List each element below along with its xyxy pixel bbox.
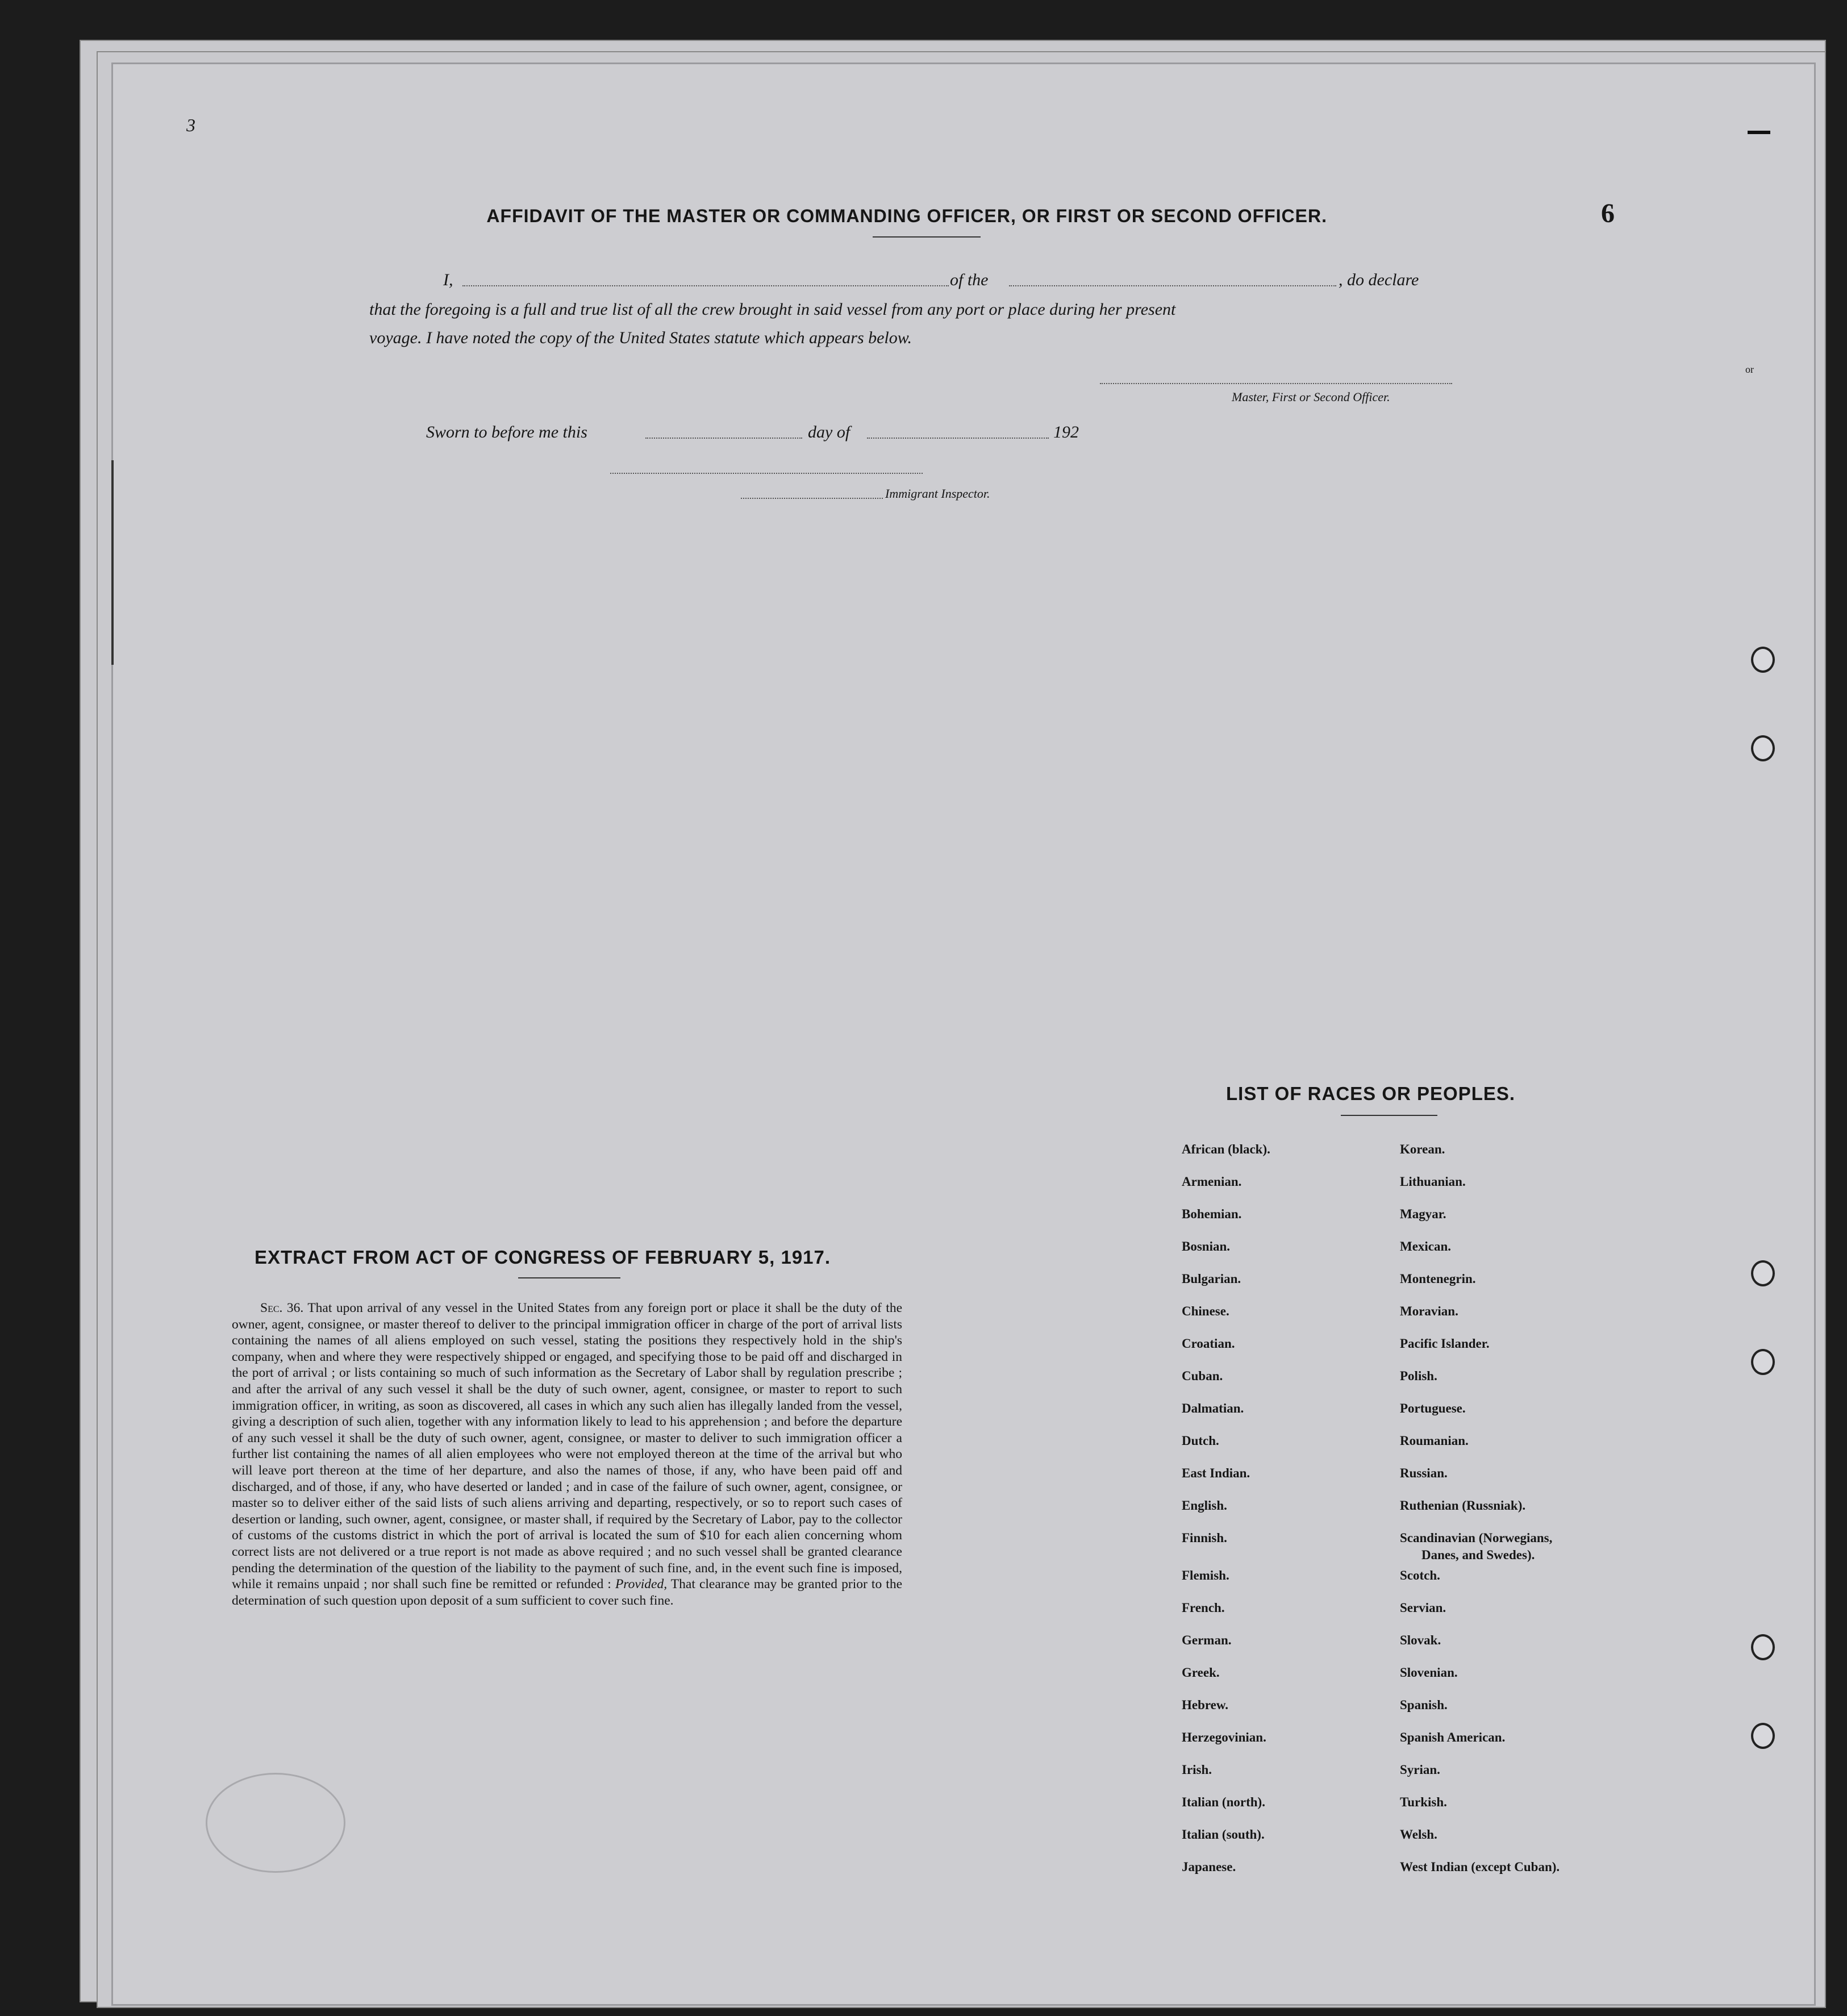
inspector-caption: Immigrant Inspector. bbox=[885, 486, 990, 501]
inspector-sub-line bbox=[741, 498, 883, 499]
race-item: Korean. bbox=[1400, 1142, 1445, 1156]
title-underline bbox=[873, 236, 981, 238]
affidavit-line-3: voyage. I have noted the copy of the United States statute which appears below. bbox=[369, 328, 912, 347]
race-item: Portuguese. bbox=[1400, 1401, 1466, 1415]
of-the-label: of the bbox=[950, 270, 989, 289]
race-item: Japanese. bbox=[1182, 1860, 1236, 1874]
punch-hole-icon bbox=[1751, 1349, 1775, 1375]
race-item: Ruthenian (Russniak). bbox=[1400, 1498, 1526, 1513]
punch-hole-icon bbox=[1751, 1723, 1775, 1749]
race-item: Magyar. bbox=[1400, 1207, 1446, 1221]
margin-mark: or bbox=[1745, 364, 1754, 375]
race-item: Italian (north). bbox=[1182, 1795, 1265, 1809]
race-item: Montenegrin. bbox=[1400, 1272, 1476, 1286]
name-line bbox=[462, 285, 949, 286]
race-item: Irish. bbox=[1182, 1763, 1212, 1777]
race-item: Spanish American. bbox=[1400, 1730, 1506, 1744]
race-item: East Indian. bbox=[1182, 1466, 1250, 1480]
master-signature-line bbox=[1100, 383, 1452, 384]
punch-hole-icon bbox=[1751, 735, 1775, 761]
master-signature-caption: Master, First or Second Officer. bbox=[1232, 390, 1390, 404]
races-title: LIST OF RACES OR PEOPLES. bbox=[1226, 1083, 1516, 1104]
extract-text-end: That clearance may be granted prior to the determination of such question upon deposit of a sum sufficient to cover such fine. bbox=[232, 1577, 903, 1608]
race-item: Russian. bbox=[1400, 1466, 1448, 1480]
punch-hole-icon bbox=[1751, 1260, 1775, 1286]
do-declare: , do declare bbox=[1339, 270, 1419, 289]
extract-title: EXTRACT FROM ACT OF CONGRESS OF FEBRUARY 5, 1917. bbox=[255, 1247, 831, 1268]
race-item: Italian (south). bbox=[1182, 1827, 1265, 1842]
margin-dash bbox=[1748, 131, 1770, 134]
race-item: Hebrew. bbox=[1182, 1698, 1228, 1712]
race-item: Finnish. bbox=[1182, 1531, 1227, 1545]
race-item: Scandinavian (Norwegians, bbox=[1400, 1531, 1553, 1545]
extract-title-underline bbox=[518, 1277, 620, 1278]
race-item: French. bbox=[1182, 1601, 1225, 1615]
inspector-signature-line bbox=[610, 473, 923, 474]
section-label: Sec. 36. bbox=[260, 1301, 304, 1315]
race-item: Slovenian. bbox=[1400, 1665, 1458, 1680]
punch-hole-icon bbox=[1751, 1634, 1775, 1660]
vessel-line bbox=[1009, 285, 1336, 286]
affidavit-title: AFFIDAVIT OF THE MASTER OR COMMANDING OFFICER, OR FIRST OR SECOND OFFICER. bbox=[486, 206, 1327, 226]
race-item: Polish. bbox=[1400, 1369, 1437, 1383]
race-item: Dutch. bbox=[1182, 1434, 1219, 1448]
affidavit-i-label: I, bbox=[443, 270, 453, 289]
races-title-underline bbox=[1341, 1115, 1437, 1116]
race-item: Syrian. bbox=[1400, 1763, 1440, 1777]
race-item: Moravian. bbox=[1400, 1304, 1458, 1318]
race-item: Croatian. bbox=[1182, 1336, 1235, 1351]
punch-hole-icon bbox=[1751, 647, 1775, 673]
extract-body bbox=[232, 1300, 902, 1609]
race-item: Spanish. bbox=[1400, 1698, 1448, 1712]
race-item: Pacific Islander. bbox=[1400, 1336, 1490, 1351]
provided-label: Provided, bbox=[615, 1577, 668, 1592]
margin-note: 3 bbox=[186, 115, 195, 135]
race-item: Slovak. bbox=[1400, 1633, 1441, 1647]
affidavit-line-2: that the foregoing is a full and true list of all the crew brought in said vessel from any port or place during her present bbox=[369, 300, 1176, 319]
sworn-label: Sworn to before me this bbox=[426, 423, 587, 441]
archive-stamp-icon bbox=[206, 1773, 345, 1873]
page-number: 6 bbox=[1601, 198, 1615, 228]
race-item: Turkish. bbox=[1400, 1795, 1447, 1809]
race-item: West Indian (except Cuban). bbox=[1400, 1860, 1560, 1874]
manifest-sheet bbox=[111, 63, 1816, 2006]
race-item: Chinese. bbox=[1182, 1304, 1229, 1318]
race-item: Servian. bbox=[1400, 1601, 1446, 1615]
race-item: Mexican. bbox=[1400, 1239, 1452, 1253]
race-item-continuation: Danes, and Swedes). bbox=[1421, 1548, 1535, 1562]
left-margin-ticks bbox=[111, 460, 153, 665]
race-item: English. bbox=[1182, 1498, 1227, 1513]
race-item: Bulgarian. bbox=[1182, 1272, 1241, 1286]
race-item: German. bbox=[1182, 1633, 1232, 1647]
extract-text: That upon arrival of any vessel in the United States from any foreign port or place it shall be the duty of the owner, agent, consignee, or master thereof to deliver to the principal immigration officer in charge of the port of arrival lists containing the names of all aliens employed on such vessel, stating the positions they respectively hold in the ship's company, when and where they were respectively shipped or engaged, and specifying those to be paid off and discharged in the port of arrival ; or lists containing so much of such information as the Secretary of Labor shall by regulation prescribe ; and after the arrival of any such vessel it shall be the duty of such owner, agent, consignee, or master to report to such immigration officer, in writing, as soon as discovered, all cases in which any such alien has illegally landed from the vessel, giving a description of such alien, together with any information likely to lead to his apprehension ; and before the departure of any such vessel it shall be the duty of such owner, agent, consignee, or master to deliver to such immigration officer a further list containing the names of all alien employees who were not employed thereon at the time of the arrival but who will leave port thereon at the time of her departure, and also the names of those, if any, who have been paid off and discharged, and of those, if any, who have deserted or landed ; and in case of the failure of such owner, agent, consignee, or master so to deliver either of the said lists of such aliens arriving and departing, respectively, or so to report such cases of desertion or landing, such owner, agent, consignee, or master shall, if required by the Secretary of Labor, pay to the collector of customs of the customs district in which the port of arrival is located the sum of $10 for each alien concerning whom correct lists are not delivered or a true report is not made as above required ; and no such vessel shall be granted clearance pending the determination of the question of the liability to the payment of such fine, and, in the event such fine is imposed, while it remains unpaid ; nor shall such fine be remitted or refunded : bbox=[232, 1301, 903, 1592]
sworn-month-line bbox=[867, 438, 1049, 439]
race-item: Welsh. bbox=[1400, 1827, 1437, 1842]
race-item: African (black). bbox=[1182, 1142, 1270, 1156]
race-item: Armenian. bbox=[1182, 1174, 1242, 1189]
race-item: Flemish. bbox=[1182, 1568, 1229, 1582]
race-item: Greek. bbox=[1182, 1665, 1220, 1680]
day-of-label: day of bbox=[808, 423, 850, 441]
race-item: Roumanian. bbox=[1400, 1434, 1469, 1448]
race-item: Bosnian. bbox=[1182, 1239, 1231, 1253]
race-item: Dalmatian. bbox=[1182, 1401, 1244, 1415]
sworn-day-line bbox=[645, 438, 802, 439]
race-item: Herzegovinian. bbox=[1182, 1730, 1266, 1744]
race-item: Lithuanian. bbox=[1400, 1174, 1466, 1189]
race-item: Bohemian. bbox=[1182, 1207, 1242, 1221]
race-item: Cuban. bbox=[1182, 1369, 1223, 1383]
year-prefix: 192 bbox=[1053, 423, 1079, 441]
race-item: Scotch. bbox=[1400, 1568, 1440, 1582]
